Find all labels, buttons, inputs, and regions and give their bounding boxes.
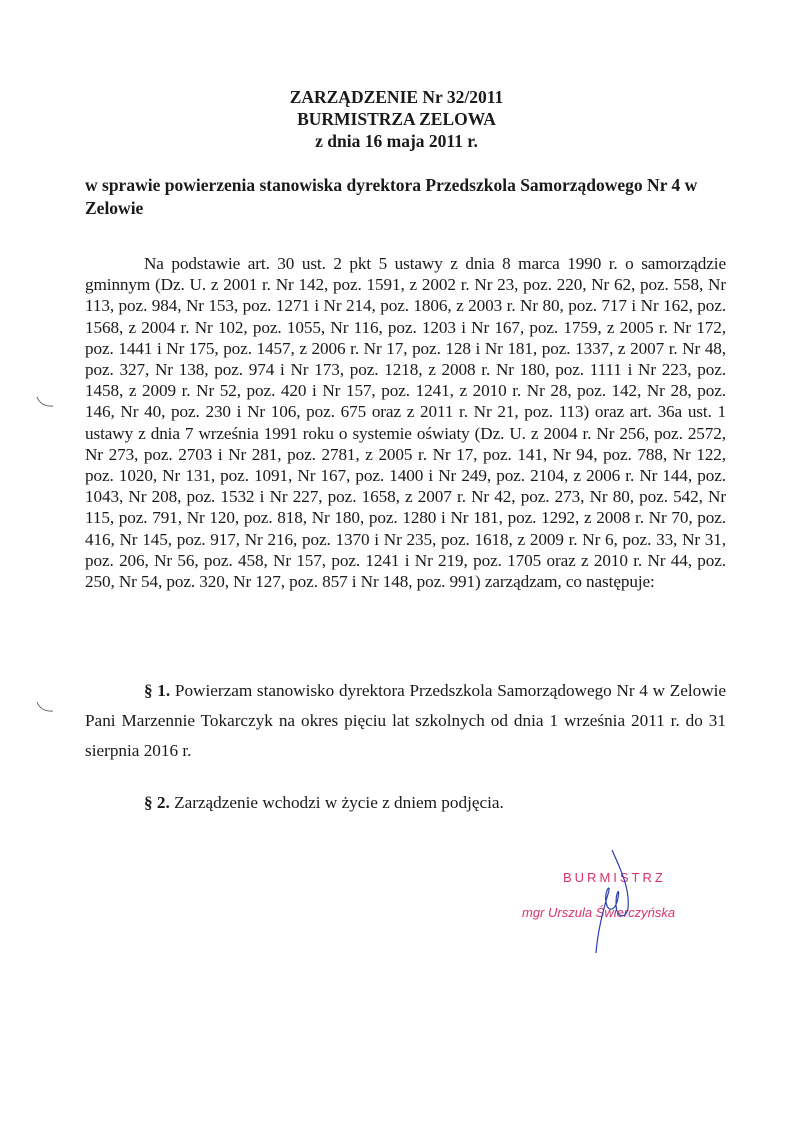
scan-mark	[35, 395, 57, 409]
section-2	[85, 788, 726, 818]
legal-basis-paragraph: Na podstawie art. 30 ust. 2 pkt 5 ustawy z dnia 8 marca 1990 r. o samorządzie gminnym (Dz. U. z 2001 r. Nr 142, poz. 1591, z 2002 r. Nr 23, poz. 220, Nr 62, poz. 558, Nr 113, poz. 984, Nr 153, poz. 1271 i Nr 214, poz. 1806, z 2003 r. Nr 80, poz. 717 i Nr 162, poz. 1568, z 2004 r. Nr 102, poz. 1055, Nr 116, poz. 1203 i Nr 167, poz. 1759, z 2005 r. Nr 172, poz. 1441 i Nr 175, poz. 1457, z 2006 r. Nr 17, poz. 128 i Nr 181, poz. 1337, z 2007 r. Nr 48, poz. 327, Nr 138, poz. 974 i Nr 173, poz. 1218, z 2008 r. Nr 180, poz. 1111 i Nr 223, poz. 1458, z 2009 r. Nr 52, poz. 420 i Nr 157, poz. 1241, z 2010 r. Nr 28, poz. 142, Nr 28, poz. 146, Nr 40, poz. 230 i Nr 106, poz. 675 oraz z 2011 r. Nr 21, poz. 113) oraz art. 36a ust. 1 ustawy z dnia 7 września 1991 roku o systemie oświaty (Dz. U. z 2004 r. Nr 256, poz. 2572, Nr 273, poz. 2703 i Nr 281, poz. 2781, z 2005 r. Nr 17, poz. 141, Nr 94, poz. 788, Nr 122, poz. 1020, Nr 131, poz. 1091, Nr 167, poz. 1400 i Nr 249, poz. 2104, z 2006 r. Nr 144, poz. 1043, Nr 208, poz. 1532 i Nr 227, poz. 1658, z 2007 r. Nr 42, poz. 273, Nr 80, poz. 542, Nr 115, poz. 791, Nr 120, poz. 818, Nr 180, poz. 1280 i Nr 181, poz. 1292, z 2008 r. Nr 70, poz. 416, Nr 145, poz. 917, Nr 216, poz. 1370 i Nr 235, poz. 1618, z 2009 r. Nr 6, poz. 33, Nr 31, poz. 206, Nr 56, poz. 458, Nr 157, poz. 1241 i Nr 219, poz. 1705 oraz z 2010 r. Nr 44, poz. 250, Nr 54, poz. 320, Nr 127, poz. 857 i Nr 148, poz. 991) zarządzam, co następuje:	[85, 254, 726, 592]
stamp-name: mgr Urszula Świerczyńska	[522, 905, 676, 920]
ordinance-date: z dnia 16 maja 2011 r.	[315, 131, 478, 151]
issuer: BURMISTRZA ZELOWA	[297, 109, 496, 129]
stamp-title: BURMISTRZ	[563, 870, 666, 885]
section-2-number: § 2.	[144, 793, 170, 812]
scan-mark	[35, 700, 57, 714]
section-1-number: § 1.	[144, 681, 171, 700]
section-1-text: Powierzam stanowisko dyrektora Przedszkola Samorządowego Nr 4 w Zelowie Pani Marzennie Tokarczyk na okres pięciu lat szkolnych od dnia 1 września 2011 r. do 31 sierpnia 2016 r.	[85, 681, 727, 760]
ordinance-subject: w sprawie powierzenia stanowiska dyrektora Przedszkola Samorządowego Nr 4 w Zelowie	[85, 175, 698, 218]
ordinance-number: ZARZĄDZENIE Nr 32/2011	[289, 87, 504, 107]
section-2-text: Zarządzenie wchodzi w życie z dniem podjęcia.	[174, 793, 504, 812]
document-header	[0, 86, 793, 152]
section-1	[85, 676, 726, 766]
handwritten-signature	[590, 848, 640, 958]
